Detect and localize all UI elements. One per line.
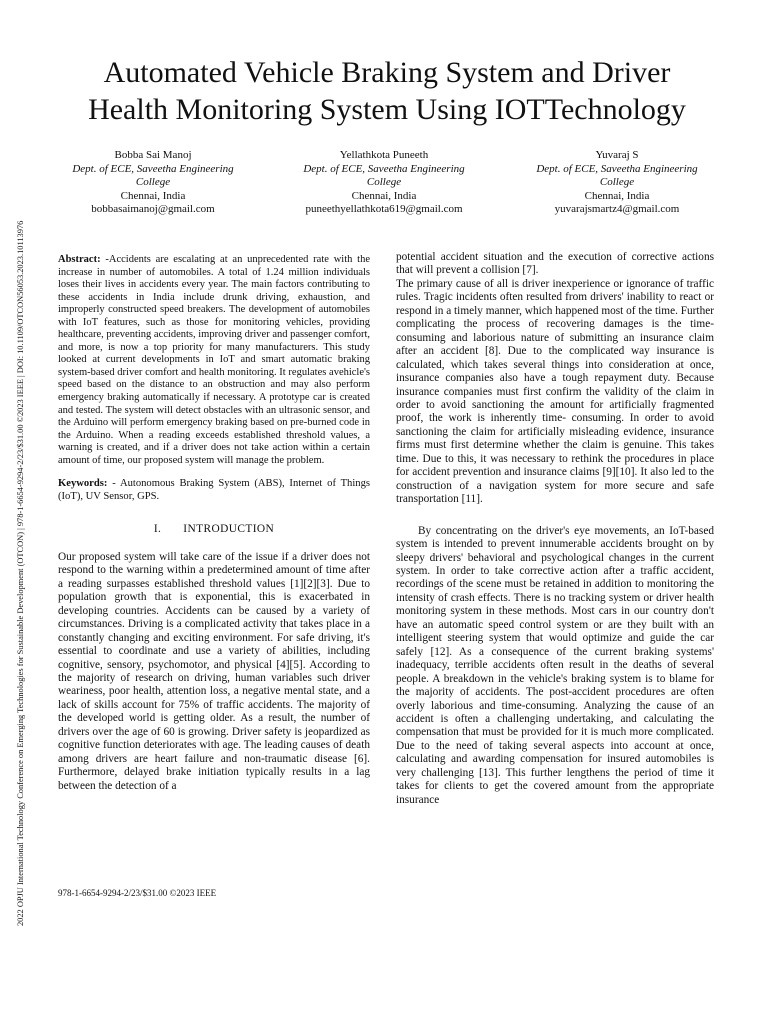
author-name: Yellathkota Puneeth xyxy=(339,149,429,161)
author-email: yuvarajsmartz4@gmail.com xyxy=(554,203,680,215)
conference-sidebar xyxy=(14,100,28,960)
body-paragraph-3: By concentrating on the driver's eye movements, an IoT-based system is intended to prevent innumerable accidents brought on by sleepy drivers' behavioral and psychological changes in the current system. In order to take corrective action after a traffic accident, recordings of the scene must be retained in addition to monitoring the intensity of crash effects. There is no tracking system or driver health monitoring system in these methods. Most cars in our country don't have an automatic speed control system or are they built with an intelligent steering system that would optimize and guide the car safely [12]. As a consequence of the current braking systems' inadequacy, terrible accidents often result in the deaths of several people. A breakdown in the vehicle's braking system is to blame for the majority of accidents. The post-accident procedures are often overly laborious and time-consuming. Analyzing the cause of an accident is often a challenging undertaking, and calculating the compensation that must be provided for it is much more complicated. Due to the need of taking several aspects into account at once, calculating and awarding compensation for insured automobiles is very challenging [13]. This further lengthens the period of time it takes for clients to get the covered amount from the appropriate insurance xyxy=(396,524,714,806)
keywords xyxy=(58,478,370,503)
section-number: I. xyxy=(153,523,162,536)
keywords-label: Keywords: xyxy=(58,478,108,490)
abstract-text: -Accidents are escalating at an unprecedented rate with the increase in number of automobiles. A total of 1.24 million individuals loses their lives in accidents every year. The main factors contributing to these accidents in India include drunk driving, exhaustion, and improperly constructed speed breakers. The development of automobiles with IoT features, such as those for monitoring vehicles, providing healthcare, preventing accidents, improving driver and passenger comfort, and more, is now a top priority for many manufacturers. This study looked at current developments in IoT and smart automatic braking system-based driver comfort and health monitoring. It regulates avehicle's speed based on the distance to an obstruction and may also perform emergency braking automatically if necessary. A prototype car is created and tested. The system will detect obstacles with an ultrasonic sensor, and the Arduino will perform emergency braking based on pre-burned code in the Arduino. When a reading exceeds established threshold values, a warning is created, and if a driver does not take action within a certain amount of time, our proposed system will manage the problem. xyxy=(58,254,370,466)
author-1 xyxy=(58,149,248,217)
author-college: College xyxy=(599,176,635,188)
author-dept: Dept. of ECE, Saveetha Engineering xyxy=(303,162,465,175)
author-email: bobbasaimanoj@gmail.com xyxy=(91,203,215,215)
author-3 xyxy=(522,149,712,217)
author-name: Bobba Sai Manoj xyxy=(114,149,192,161)
abstract xyxy=(58,254,370,467)
body-paragraph-2: The primary cause of all is driver inexperience or ignorance of traffic rules. Tragic incidents often resulted from drivers' inability to react or respond in a timely manner, which happened most of the time. Further complicating the process of recovering damages is the time-consuming and laborious nature of submitting an insurance claim after an accident [8]. Due to the complicated way insurance is calculated, which takes several things into consideration at once, insurance companies also have a tough repayment duty. Because insurance companies must first confirm the validity of the claim in order to avoid sanctioning the amount for artificially fragmented proof, the work is inherently time- consuming. In order to avoid sanctioning the claim for artificially misleading evidence, insurance firms must first determine whether the claim is genuine. This takes time. Due to this, it was necessary to rethink the procedures in place for accident prevention and insurance claims [9][10]. It also led to the construction of a navigation system for more secure and safe transportation [11]. xyxy=(396,277,714,506)
author-college: College xyxy=(135,176,171,188)
title-line-2: Health Monitoring System Using IOTTechnology xyxy=(88,93,686,126)
paper-title xyxy=(60,54,714,128)
intro-paragraph-1: Our proposed system will take care of the issue if a driver does not respond to the warning within a predetermined amount of time after a reading surpasses established threshold values [1][2][3]. Due to population growth that is exponential, this is exacerbated in developing countries. Accidents can be caused by a variety of circumstances. Driving is a complicated activity that takes place in a constantly changing and exciting environment. For safe driving, it's essential to coordinate and use a variety of abilities, including cognitive, sensory, psychomotor, and physical [4][5]. According to the majority of research on driving, human variables such driver weariness, poor health, attention loss, a negative mental state, and a lack of skills account for 75% of traffic accidents. The majority of the developed world is getting older. As a result, the number of drivers over the age of 60 is growing. Driver safety is jeopardized as cognitive function deteriorates with age. The leading causes of death among drivers are heart failure and non-traumatic disease [6]. Furthermore, delayed brake initiation typically results in a lag between the detection of a xyxy=(58,550,370,792)
author-dept: Dept. of ECE, Saveetha Engineering xyxy=(536,162,698,175)
abstract-label: Abstract: xyxy=(58,254,101,265)
right-column xyxy=(396,251,714,807)
sidebar-doi-text: 2022 OPJU International Technology Conference on Emerging Technologies for Sustainable Development (OTCON) | 978-1-6654-9294-2/23/$31.00 ©2023 IEEE | DOI: 10.1109/OTCON56053.2023.10113976 xyxy=(16,220,25,926)
body-paragraph-continued: potential accident situation and the execution of corrective actions that will prevent a collision [7]. xyxy=(396,251,714,277)
author-email: puneethyellathkota619@gmail.com xyxy=(305,203,463,215)
author-city: Chennai, India xyxy=(584,189,650,202)
section-heading xyxy=(58,523,370,536)
author-college: College xyxy=(366,176,402,188)
author-dept: Dept. of ECE, Saveetha Engineering xyxy=(72,162,234,175)
left-column xyxy=(58,254,370,793)
title-line-1: Automated Vehicle Braking System and Driver xyxy=(103,56,671,89)
keywords-text: - Autonomous Braking System (ABS), Internet of Things (IoT), UV Sensor, GPS. xyxy=(58,478,370,502)
section-title: INTRODUCTION xyxy=(183,523,275,536)
author-city: Chennai, India xyxy=(120,189,186,202)
author-name: Yuvaraj S xyxy=(595,149,639,161)
copyright-footer: 978-1-6654-9294-2/23/$31.00 ©2023 IEEE xyxy=(58,888,217,898)
author-city: Chennai, India xyxy=(351,189,417,202)
author-2 xyxy=(289,149,479,217)
